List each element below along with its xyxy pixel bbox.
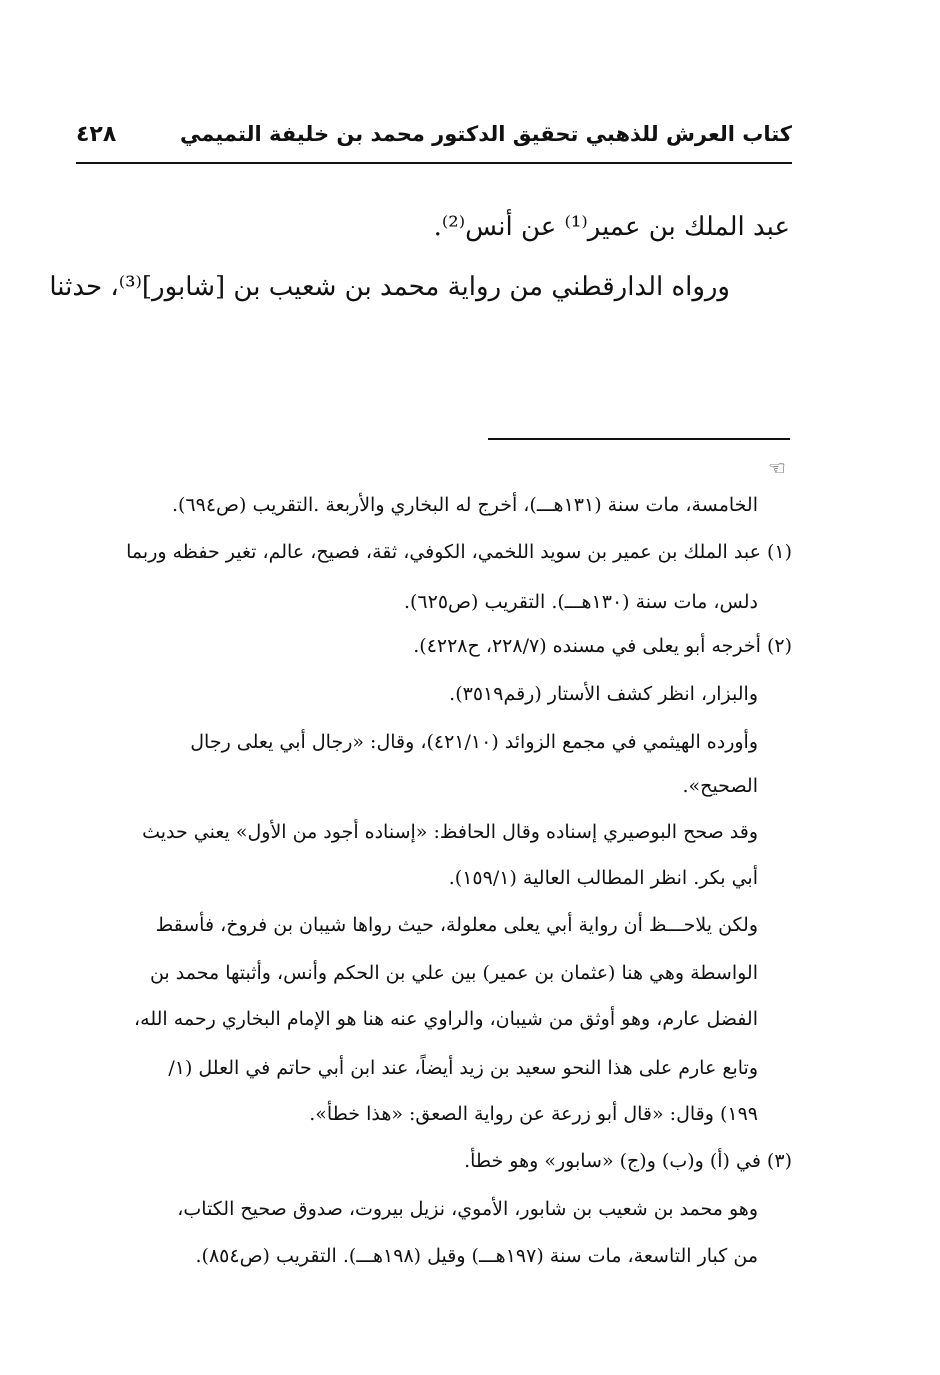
footnote-line: وتابع عارم على هذا النحو سعيد بن زيد أيضاً، عند ابن أبي حاتم في العلل (١/ <box>168 1057 758 1079</box>
body-line-2: ورواه الدارقطني من رواية محمد بن شعيب بن [شابور]⁽³⁾، حدثنا <box>49 272 730 302</box>
body-line-1: عبد الملك بن عمير⁽¹⁾ عن أنس⁽²⁾. <box>433 212 790 242</box>
footnote-divider <box>488 438 790 440</box>
header-title: كتاب العرش للذهبي تحقيق الدكتور محمد بن خليفة التميمي <box>180 122 792 146</box>
footnote-line: (٢) أخرجه أبو يعلى في مسنده (٢٢٨/٧، ح٤٢٢٨). <box>413 635 792 657</box>
footnote-line: الفضل عارم، وهو أوثق من شيبان، والراوي عنه هنا هو الإمام البخاري رحمه الله، <box>134 1008 758 1030</box>
footnote-line: والبزار، انظر كشف الأستار (رقم٣٥١٩). <box>449 683 758 705</box>
footnote-line: الصحيح». <box>682 775 758 797</box>
footnote-line: الواسطة وهي هنا (عثمان بن عمير) بين علي بن الحكم وأنس، وأثبتها محمد بن <box>149 962 758 984</box>
footnote-line: من كبار التاسعة، مات سنة (١٩٧هـــ) وقيل (١٩٨هـــ). التقريب (ص٨٥٤). <box>195 1245 758 1267</box>
footnote-line: أبي بكر. انظر المطالب العالية (١٥٩/١). <box>448 867 758 889</box>
footnote-line: دلس، مات سنة (١٣٠هـــ). التقريب (ص٦٢٥). <box>403 591 758 613</box>
footnote-line: وقد صحح البوصيري إسناده وقال الحافظ: «إسناده أجود من الأول» يعني حديث <box>142 821 758 843</box>
footnote-line: ١٩٩) وقال: «قال أبو زرعة عن رواية الصعق: «هذا خطأ». <box>309 1103 758 1125</box>
footnote-line: الخامسة، مات سنة (١٣١هـــ)، أخرج له البخاري والأربعة .التقريب (ص٦٩٤). <box>171 494 758 516</box>
footnote-line: وهو محمد بن شعيب بن شابور، الأموي، نزيل بيروت، صدوق صحيح الكتاب، <box>177 1198 758 1220</box>
pointing-hand-icon: ☜ <box>768 456 786 480</box>
footnote-line: (١) عبد الملك بن عمير بن سويد اللخمي، الكوفي، ثقة، فصيح، عالم، تغير حفظه وربما <box>126 541 792 563</box>
header-divider <box>76 162 792 164</box>
footnote-line: (٣) في (أ) و(ب) و(ج) «سابور» وهو خطأ. <box>464 1150 792 1172</box>
running-header <box>76 122 792 162</box>
footnote-line: ولكن يلاحـــظ أن رواية أبي يعلى معلولة، حيث رواها شيبان بن فروخ، فأسقط <box>155 914 758 936</box>
page-number: ٤٢٨ <box>76 122 117 147</box>
footnote-line: وأورده الهيثمي في مجمع الزوائد (٤٢١/١٠)، وقال: «رجال أبي يعلى رجال <box>190 731 758 753</box>
